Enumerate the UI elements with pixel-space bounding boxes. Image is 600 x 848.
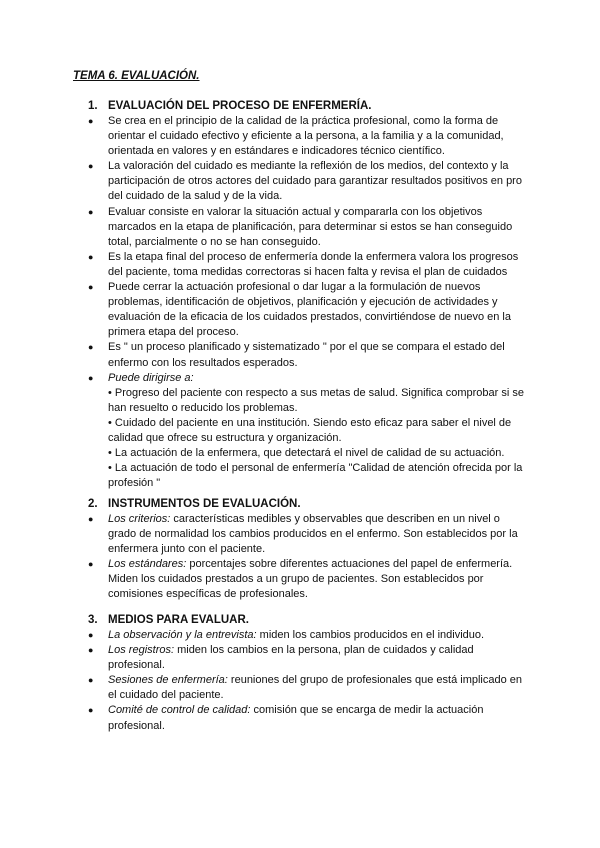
section-instrumentos [88, 498, 528, 603]
sub-item: • Cuidado del paciente en una institución. Siendo esto eficaz para saber el nivel de calidad que ofrece su estructura y organización. [108, 416, 512, 444]
bullet-list [88, 512, 528, 603]
section-number: 1. [88, 100, 98, 112]
list-item: ● Es " un proceso planificado y sistematizado " por el que se compara el estado del enfermo con los resultados esperados. [88, 341, 505, 369]
list-item: ● Sesiones de enfermería: reuniones del grupo de profesionales que está implicado en el cuidado del paciente. [88, 674, 523, 702]
list-item: ● Los estándares: porcentajes sobre diferentes actuaciones del papel de enfermería. Miden los cuidados prestados a un grupo de pacientes. Son establecidos por comisiones específicas de profesionales. [88, 558, 513, 601]
sub-item: • La actuación de la enfermera, que detectará el nivel de calidad de su actuación. [108, 447, 505, 460]
section-evaluacion-proceso [88, 100, 528, 491]
list-item: ● Puede cerrar la actuación profesional o dar lugar a la formulación de nuevos problemas, identificación de objetivos, planificación y ejecución de actividades y evaluación de la eficacia de los cuidados prestados, convirtiéndose de nuevo en la primera etapa del proceso. [88, 281, 511, 339]
bullet-list [88, 114, 528, 386]
section-medios [88, 614, 528, 734]
list-item: ● Puede dirigirse a: [88, 371, 194, 384]
sub-item: • La actuación de todo el personal de enfermería "Calidad de atención ofrecida por la profesión " [108, 462, 523, 490]
list-item: ● La observación y la entrevista: miden los cambios producidos en el individuo. [88, 629, 485, 641]
list-item: ● Los criterios: características medibles y observables que describen en un nivel o grado de normalidad los cambios producidos en el enfermo. Son establecidos por la enfermera junto con el paciente. [88, 513, 518, 556]
section-heading-text: INSTRUMENTOS DE EVALUACIÓN. [108, 498, 301, 510]
bullet-list [88, 628, 528, 734]
section-heading-text: EVALUACIÓN DEL PROCESO DE ENFERMERÍA. [108, 100, 372, 112]
list-item: ● La valoración del cuidado es mediante la reflexión de los medios, del contexto y la participación de otros actores del cuidado para garantizar resultados positivos en pro del cuidado de la salud y de la vida. [88, 160, 522, 203]
section-heading [88, 498, 528, 510]
sub-item: • Progreso del paciente con respecto a sus metas de salud. Significa comprobar si se han resuelto o reducido los problemas. [108, 386, 524, 414]
section-number: 2. [88, 498, 98, 510]
list-item: ● Comité de control de calidad: comisión que se encarga de medir la actuación profesional. [88, 704, 484, 732]
document-title: TEMA 6. EVALUACIÓN. [73, 70, 200, 82]
direct-label: Puede dirigirse a: [108, 371, 194, 384]
section-heading-text: MEDIOS PARA EVALUAR. [108, 614, 249, 626]
section-heading [88, 100, 528, 112]
section-heading [88, 614, 528, 626]
list-item: ● Los registros: miden los cambios en la persona, plan de cuidados y calidad profesional. [88, 644, 474, 672]
section-number: 3. [88, 614, 98, 626]
list-item: ● Es la etapa final del proceso de enfermería donde la enfermera valora los progresos del paciente, toma medidas correctoras si hacen falta y revisa el plan de cuidados [88, 250, 519, 278]
list-item: ● Se crea en el principio de la calidad de la práctica profesional, como la forma de orientar el cuidado efectivo y eficiente a la persona, a la familia y a la comunidad, orientada en valores y en estándares e indicadores técnico científico. [88, 115, 504, 158]
list-item: ● Evaluar consiste en valorar la situación actual y compararla con los objetivos marcados en la etapa de planificación, para determinar si estos se han conseguido total, parcialmente o no se han conseguido. [88, 205, 513, 248]
